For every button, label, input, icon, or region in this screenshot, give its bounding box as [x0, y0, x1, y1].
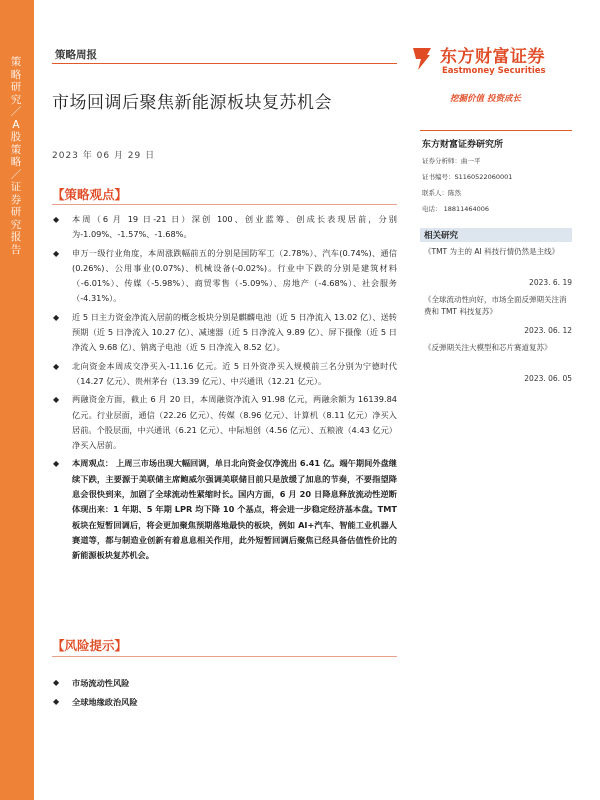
page-title: 市场回调后聚焦新能源板块复苏机会 — [52, 93, 332, 113]
related-item-date: 2023. 6. 19 — [529, 278, 572, 287]
diamond-bullet-icon: ◆ — [53, 248, 60, 258]
risk-text: 全球地缘政治风险 — [72, 697, 138, 707]
list-item — [52, 456, 397, 563]
list-item — [52, 676, 397, 690]
diamond-bullet-icon: ◆ — [53, 361, 60, 371]
strategy-points — [52, 212, 397, 567]
certificate-number: 证书编号：S1160522060001 — [422, 173, 513, 181]
analyst: 证券分析师：曲一平 — [422, 157, 481, 165]
slogan: 挖掘价值 投资成长 — [450, 94, 521, 104]
contact-person: 联系人：陈然 — [422, 189, 461, 197]
list-item — [52, 310, 397, 356]
point-text: 北向资金本周成交净买入-11.16 亿元。近 5 日外资净买入规模前三名分别为宁德时代（14.27 亿元）、贵州茅台（13.39 亿元）、中兴通讯（12.21 亿元）。 — [72, 360, 397, 386]
risk-points — [52, 676, 397, 714]
sidebar-label: 策略研究／A股策略／证券研究报告 — [10, 56, 22, 256]
header-divider — [52, 63, 397, 64]
point-text: 近 5 日主力资金净流入居前的概念板块分别是麒麟电池（近 5 日净流入 13.02 亿）、送转预期（近 5 日净流入 10.27 亿）、减速器（近 5 日净流入 9.89 亿）、屏下摄像（近 5 日净流入 9.68 亿）、钠离子电池（近 5 日净流入 8.52 亿）。 — [72, 311, 397, 353]
related-item-date: 2023. 06. 12 — [524, 326, 572, 335]
risk-text: 市场流动性风险 — [72, 678, 130, 688]
logo-name-en: Eastmoney Securities — [442, 66, 546, 76]
company-logo — [410, 42, 570, 80]
list-item — [52, 695, 397, 709]
risk-heading: 【风险提示】 — [52, 638, 128, 653]
related-item-title[interactable]: 《全球流动性向好，市场全面反弹期关注消费和 TMT 科技复苏》 — [424, 295, 567, 316]
diamond-bullet-icon: ◆ — [53, 312, 60, 322]
risk-divider — [52, 656, 397, 657]
related-item-title[interactable]: 《反弹期关注大模型和芯片赛道复苏》 — [424, 343, 552, 352]
report-type: 策略周报 — [55, 49, 97, 61]
diamond-bullet-icon: ◆ — [53, 459, 60, 469]
list-item — [52, 392, 397, 453]
point-text: 本周（6 月 19 日-21 日）深创 100、创业蓝筹、创成长表现居前，分别为-1.09%、-1.57%、-1.68%。 — [72, 214, 397, 240]
logo-mark-icon — [410, 44, 434, 72]
point-text: 本周观点： 上周三市场出现大幅回调，单日北向资金仅净流出 6.41 亿。端午期间外盘继续下跌，主要源于美联储主席鲍威尔强调美联储目前只是放缓了加息的节奏，不要指望降息会很快到来，加剧了全球流动性紧缩时长。国内方面，6 月 20 日降息释放流动性逆断体现出来：1 年期、5 年期 LPR 均下降 10 个基点，将会进一步稳定经济基本盘。TMT 板块在短暂回调后，将会更加聚焦预期落地最快的板块，例如 AI+汽车、智能工业机器人赛道等，都与制造业创新有着息息相关作用，此外短暂回调后聚焦已经具备估值性价比的新能源板块复苏机会。 — [72, 458, 397, 561]
point-text: 申万一级行业角度，本周涨跌幅前五的分别是国防军工（2.78%）、汽车(0.74%)、通信(0.26%)、公用事业(0.07%)、机械设备(-0.02%)。行业中下跌的分别是建筑材料（-6.01%）、传媒（-5.98%）、商贸零售（-5.09%）、房地产（-4.68%）、社会服务（-4.31%）。 — [72, 247, 397, 304]
sidebar-band — [0, 0, 34, 800]
diamond-bullet-icon: ◆ — [53, 697, 60, 706]
diamond-bullet-icon: ◆ — [53, 215, 60, 224]
related-item-title[interactable]: 《TMT 为主的 AI 科技行情仍然是主线》 — [424, 247, 560, 256]
logo-name-cn: 东方财富证券 — [440, 47, 545, 67]
institute-divider — [420, 130, 572, 131]
diamond-bullet-icon: ◆ — [53, 395, 60, 405]
list-item — [52, 212, 397, 243]
related-research-header — [420, 228, 572, 242]
institute-name: 东方财富证券研究所 — [422, 140, 504, 150]
strategy-heading: 【策略观点】 — [52, 187, 128, 202]
phone: 电话： 18811464006 — [422, 205, 490, 213]
report-date: 2023 年 06 月 29 日 — [52, 151, 156, 161]
list-item — [52, 246, 397, 307]
related-item-date: 2023. 06. 05 — [524, 374, 572, 383]
related-research-heading: 相关研究 — [424, 231, 459, 241]
point-text: 两融资金方面，截止 6 月 20 日，本周融资净流入 91.98 亿元，两融余额为 16139.84 亿元。行业层面，通信（22.26 亿元）、传媒（8.96 亿元）、计算机（8.11 亿元）净买入居前。个股层面，中兴通讯（6.21 亿元）、中际旭创（4.56 亿元）、五粮液（4.43 亿元）净买入居前。 — [72, 394, 397, 451]
strategy-divider — [52, 204, 397, 205]
list-item — [52, 359, 397, 390]
diamond-bullet-icon: ◆ — [53, 678, 60, 687]
